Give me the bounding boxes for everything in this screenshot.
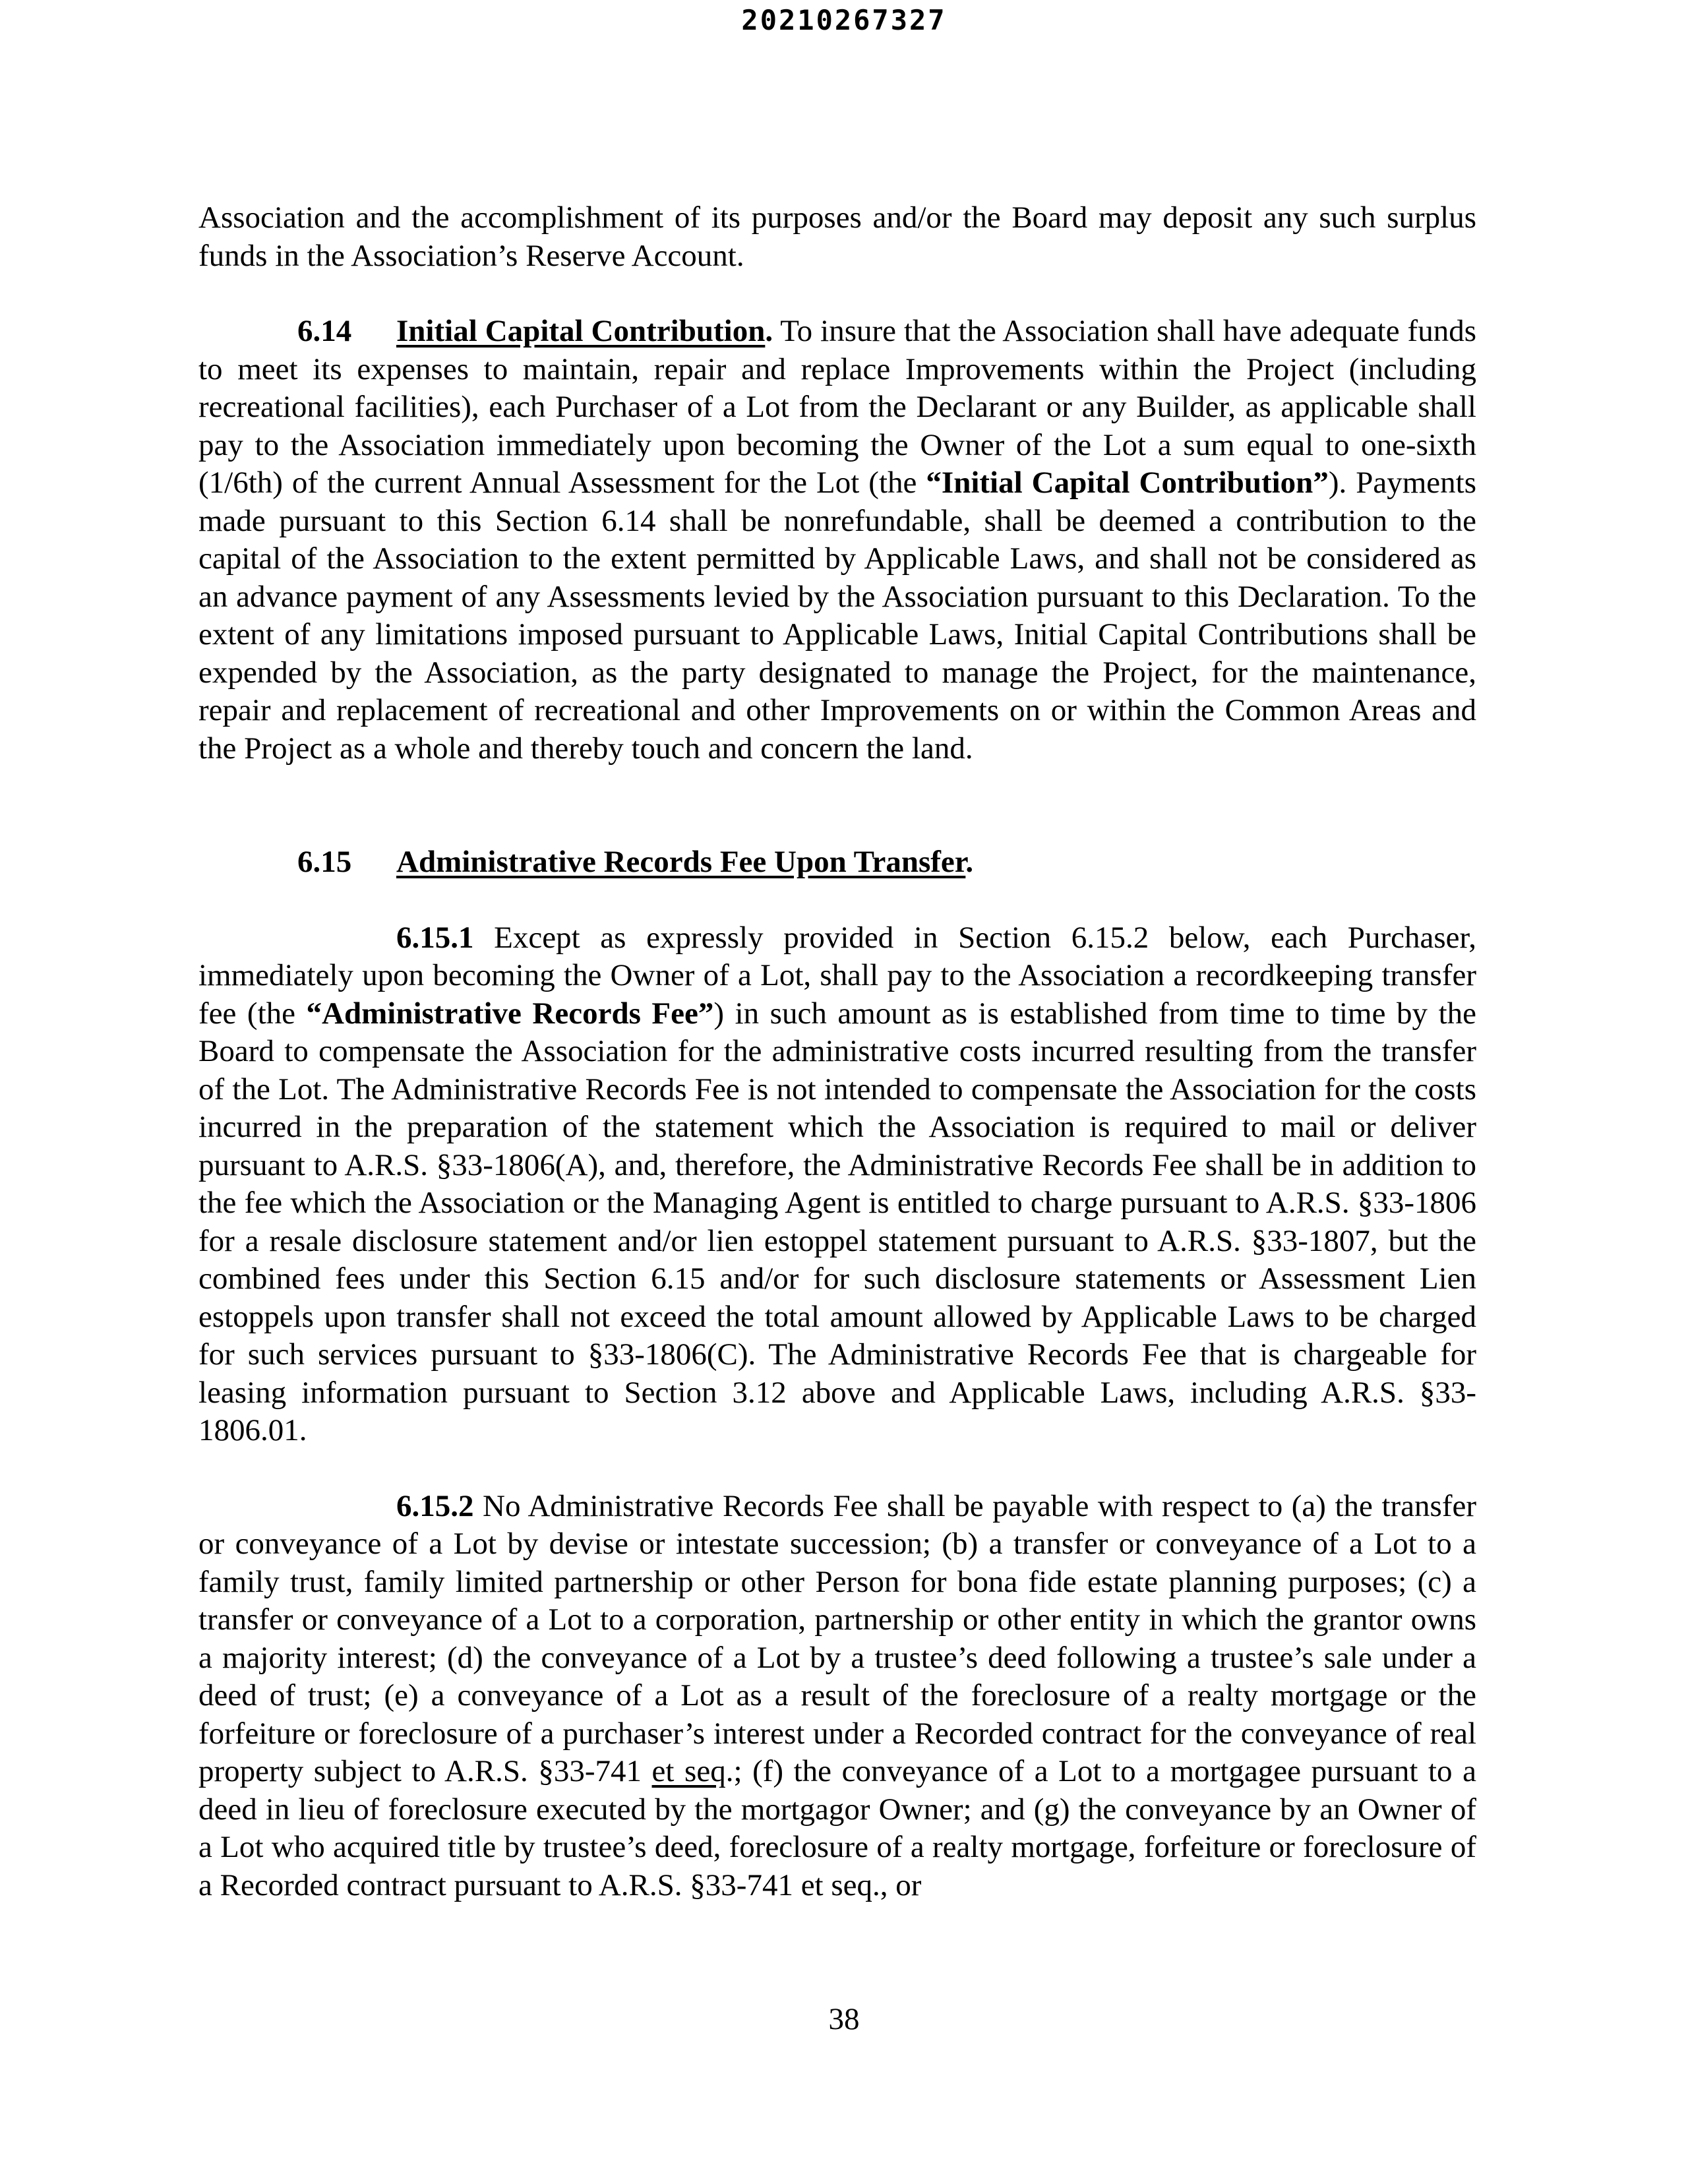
section-6-15-1-text-2: ) in such amount as is established from time to time by the Board to compensate the Association for the administrative costs incurred resulting from the transfer of the Lot. The Administrative Records Fee is not intended to compensate the Association for the costs incurred in the preparation of the statement which the Association is required to mail or deliver pursuant to A.R.S. §33-1806(A), and, therefore, the Administrative Records Fee shall be in addition to the fee which the Association or the Managing Agent is entitled to charge pursuant to A.R.S. §33-1806 for a resale disclosure statement and/or lien estoppel statement pursuant to A.R.S. §33-1807, but the combined fees under this Section 6.15 and/or for such disclosure statements or Assessment Lien estoppels upon transfer shall not exceed the total amount allowed by Applicable Laws to be charged for such services pursuant to §33-1806(C). The Administrative Records Fee that is chargeable for leasing information pursuant to Section 3.12 above and Applicable Laws, including A.R.S. §33-1806.01.	[198, 996, 1476, 1447]
section-6-15-title-period: .	[965, 845, 974, 879]
section-6-15-1-defined-term: “Administrative Records Fee”	[306, 996, 714, 1031]
section-6-15-2-et-seq: et seq	[651, 1754, 726, 1788]
section-6-14-number: 6.14	[297, 314, 352, 348]
section-6-15-2-text-2: .; (f) the conveyance of a Lot to a mortgagee pursuant to a deed in lieu of foreclosure executed by the mortgagor Owner; and (g) the conveyance by an Owner of a Lot who acquired title by trustee’s deed, foreclosure of a realty mortgage, forfeiture or foreclosure of a Recorded contract pursuant to A.R.S. §33-741 et seq., or	[198, 1754, 1476, 1902]
section-6-14-defined-term: “Initial Capital Contribution”	[926, 466, 1329, 500]
section-6-15-2-paragraph	[198, 1488, 1476, 1905]
carryover-text: Association and the accomplishment of its purposes and/or the Board may deposit any such surplus funds in the Association’s Reserve Account.	[198, 200, 1476, 273]
carryover-paragraph	[198, 199, 1476, 275]
section-6-14-title: Initial Capital Contribution	[396, 314, 766, 348]
section-6-15-2-text-1: No Administrative Records Fee shall be payable with respect to (a) the transfer or conveyance of a Lot by devise or intestate succession; (b) a transfer or conveyance of a Lot to a family trust, family limited partnership or other Person for bona fide estate planning purposes; (c) a transfer or conveyance of a Lot to a corporation, partnership or other entity in which the grantor owns a majority interest; (d) the conveyance of a Lot by a trustee’s deed following a trustee’s sale under a deed of trust; (e) a conveyance of a Lot as a result of the foreclosure of a realty mortgage or the forfeiture or foreclosure of a purchaser’s interest under a Recorded contract for the conveyance of real property subject to A.R.S. §33-741	[198, 1488, 1476, 1788]
section-6-15-1-paragraph	[198, 919, 1476, 1450]
recording-number: 20210267327	[741, 4, 947, 36]
section-6-14-paragraph	[198, 313, 1476, 768]
document-body	[198, 199, 1476, 1904]
section-6-15-2-number: 6.15.2	[396, 1488, 474, 1523]
section-6-14-title-period: .	[765, 314, 773, 348]
section-6-15-1-text-1: Except as expressly provided in Section 6.15.2 below, each Purchaser, immediately upon becoming the Owner of a Lot, shall pay to the Association a recordkeeping transfer fee (the	[198, 920, 1476, 1031]
page-number: 38	[828, 2002, 860, 2036]
section-6-15-heading	[198, 843, 1476, 882]
section-6-15-number: 6.15	[297, 845, 352, 879]
section-6-14-text-2: ). Payments made pursuant to this Section 6.14 shall be nonrefundable, shall be deemed a contribution to the capital of the Association to the extent permitted by Applicable Laws, and shall not be considered as an advance payment of any Assessments levied by the Association pursuant to this Declaration. To the extent of any limitations imposed pursuant to Applicable Laws, Initial Capital Contributions shall be expended by the Association, as the party designated to manage the Project, for the maintenance, repair and replacement of recreational and other Improvements on or within the Common Areas and the Project as a whole and thereby touch and concern the land.	[198, 466, 1477, 766]
section-6-15-1-number: 6.15.1	[396, 920, 474, 955]
section-6-14-text-1: To insure that the Association shall have adequate funds to meet its expenses to maintain, repair and replace Improvements within the Project (including recreational facilities), each Purchaser of a Lot from the Declarant or any Builder, as applicable shall pay to the Association immediately upon becoming the Owner of the Lot a sum equal to one-sixth (1/6th) of the current Annual Assessment for the Lot (the	[198, 314, 1476, 500]
section-6-15-title: Administrative Records Fee Upon Transfer	[396, 845, 966, 879]
